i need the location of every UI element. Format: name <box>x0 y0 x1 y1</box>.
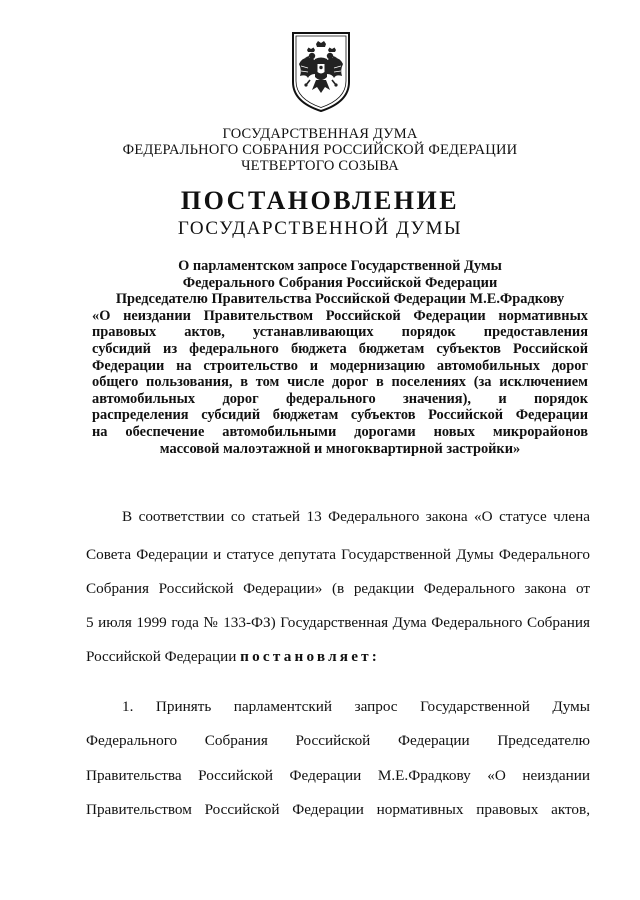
subject-line: массовой малоэтажной и многоквартирной застройки» <box>159 440 521 457</box>
subject-line: распределения субсидий бюджетам субъектов Российской Федерации <box>92 407 588 424</box>
preamble-paragraph-cont <box>86 612 590 633</box>
subject-line: Федерации на строительство и модернизацию автомобильных дорог <box>92 357 588 374</box>
subject-line: автомобильных дорог федерального значения), и порядок <box>92 390 588 407</box>
preamble-paragraph-cont <box>86 544 590 565</box>
paragraph-line: Правительства Российской Федерации М.Е.Фрадкову «О неиздании <box>86 767 590 784</box>
double-headed-eagle-coat-of-arms-icon <box>290 30 352 114</box>
org-name-line-1: ГОСУДАРСТВЕННАЯ ДУМА <box>222 126 418 142</box>
resolves-word: постановляет: <box>240 648 381 665</box>
document-issuer-subtitle: ГОСУДАРСТВЕННОЙ ДУМЫ <box>177 218 463 239</box>
preamble-paragraph <box>86 506 590 527</box>
paragraph-line: Совета Федерации и статусе депутата Государственной Думы Федерального <box>86 546 590 563</box>
subject-line: Председателю Правительства Российской Федерации М.Е.Фрадкову <box>115 291 565 308</box>
resolution-subject <box>92 258 588 457</box>
paragraph-line: 1. Принять парламентский запрос Государственной Думы <box>122 698 590 715</box>
preamble-last-text: Российской Федерации <box>86 648 241 665</box>
subject-line: общего пользования, в том числе дорог в поселениях (за исключением <box>92 374 588 391</box>
paragraph-line: 5 июля 1999 года № 133-ФЗ) Государственная Дума Федерального Собрания <box>86 614 590 631</box>
item-1-paragraph-cont <box>86 765 590 786</box>
preamble-paragraph-cont <box>86 578 590 599</box>
subject-line: на обеспечение автомобильными дорогами новых микрорайонов <box>92 423 588 440</box>
subject-line: правовых актов, устанавливающих порядок предоставления <box>92 324 588 341</box>
document-type-title: ПОСТАНОВЛЕНИЕ <box>180 186 460 215</box>
paragraph-line: В соответствии со статьей 13 Федерального закона «О статусе члена <box>122 508 590 525</box>
subject-line: О парламентском запросе Государственной Думы <box>178 258 502 274</box>
paragraph-line: Федерального Собрания Российской Федерации Председателю <box>86 732 590 749</box>
item-1-paragraph-cont <box>86 730 590 751</box>
item-1-paragraph <box>86 696 590 717</box>
org-name-line-2: ФЕДЕРАЛЬНОГО СОБРАНИЯ РОССИЙСКОЙ ФЕДЕРАЦИИ <box>122 142 518 158</box>
paragraph-line: Правительством Российской Федерации нормативных правовых актов, <box>86 801 590 818</box>
paragraph-line <box>86 646 590 667</box>
subject-line: субсидий из федерального бюджета бюджетам субъектов Российской <box>92 340 588 357</box>
subject-line: Федерального Собрания Российской Федерации <box>182 274 498 291</box>
convocation-line: ЧЕТВЕРТОГО СОЗЫВА <box>241 158 399 174</box>
item-1-paragraph-cont <box>86 799 590 820</box>
preamble-paragraph-cont <box>86 646 590 667</box>
paragraph-line: Собрания Российской Федерации» (в редакции Федерального закона от <box>86 580 590 597</box>
subject-line: «О неиздании Правительством Российской Федерации нормативных <box>92 307 588 324</box>
